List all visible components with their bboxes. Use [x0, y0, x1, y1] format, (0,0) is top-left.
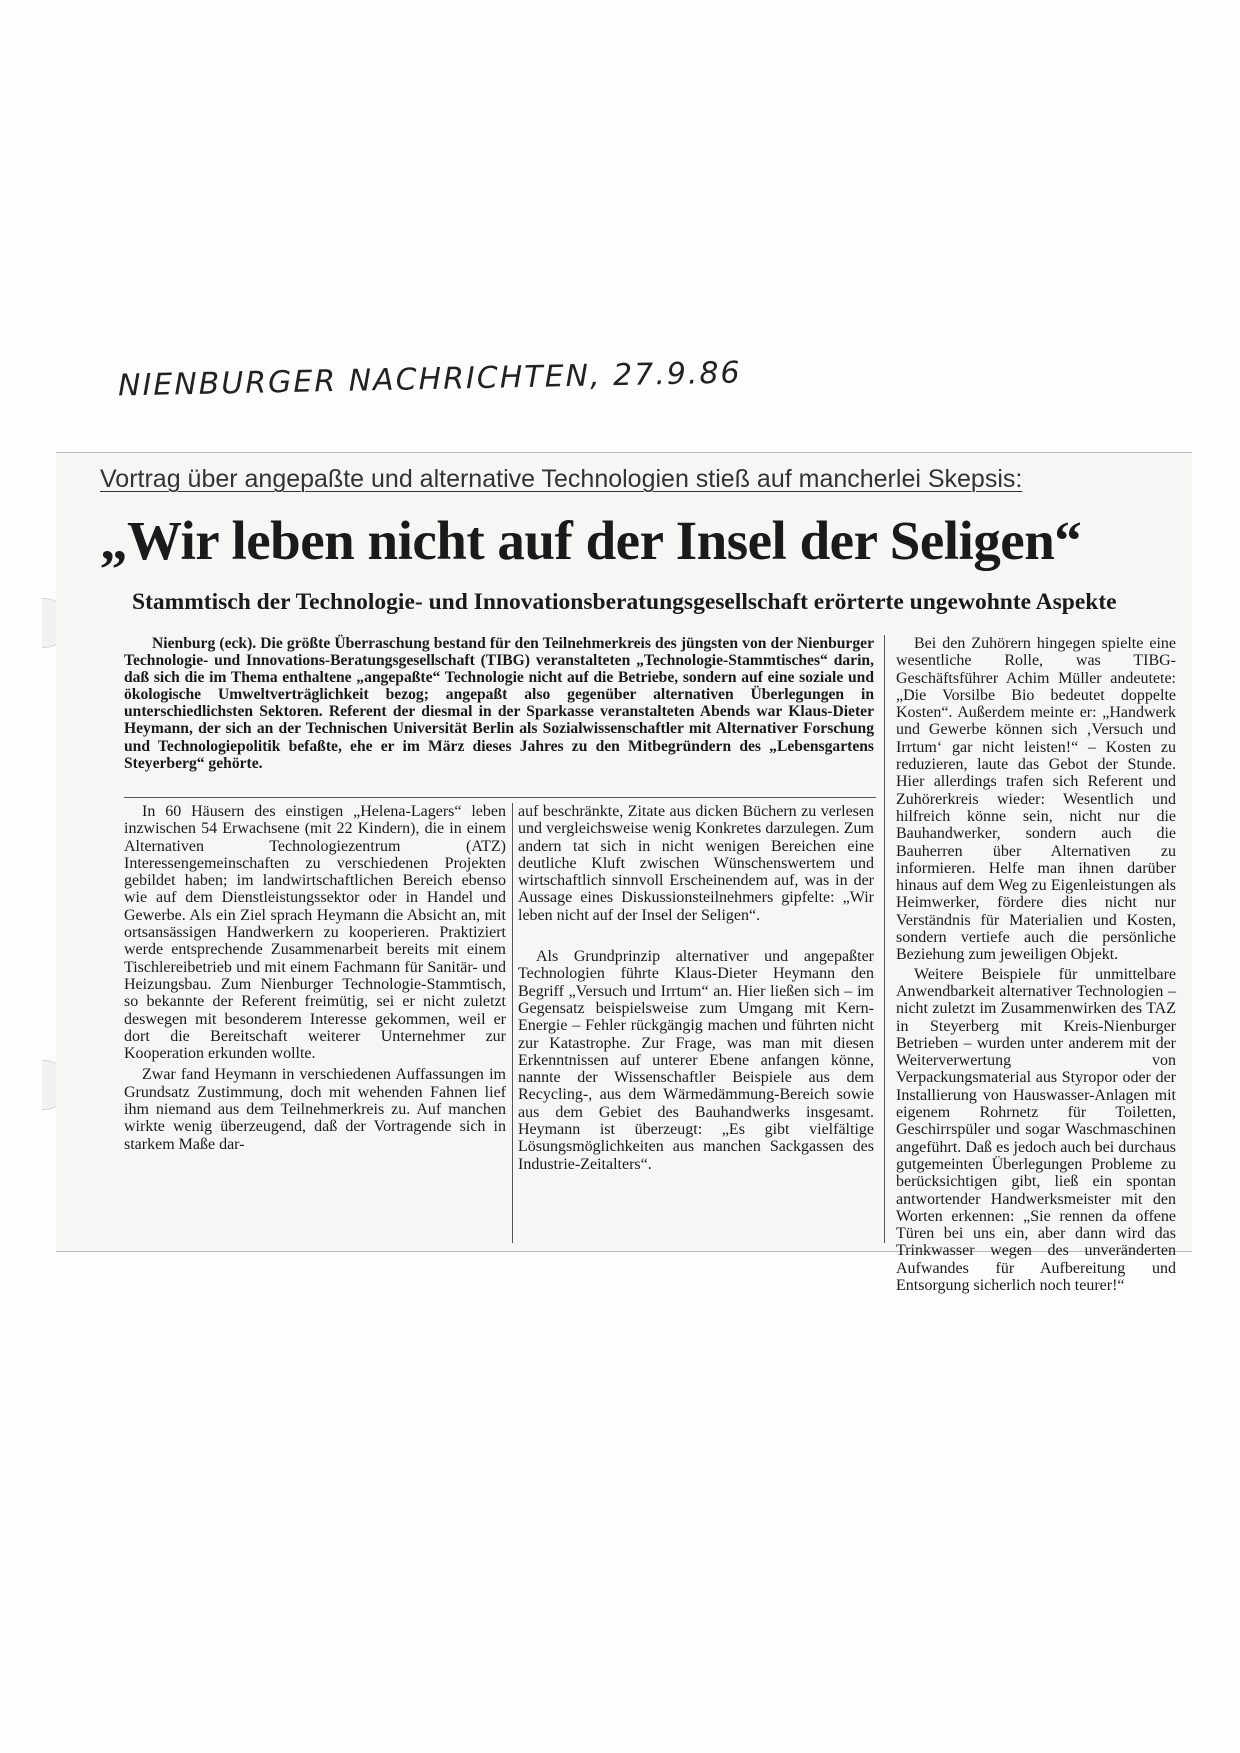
handwritten-source-note: NIENBURGER NACHRICHTEN, 27.9.86: [117, 355, 742, 404]
column-2-paragraph-1: auf beschränkte, Zitate aus dicken Büchern zu verlesen und vergleichsweise wenig Konkretes darzulegen. Zum andern tat sich in nicht wenigen Bereichen eine deutliche Kluft zwischen Wünschenswertem und wirtschaftlich sinnvoll Erscheinendem auf, was in der Aussage eines Diskussionsteilnehmers gipfelte: „Wir leben nicht auf der Insel der Seligen“.: [518, 803, 874, 924]
article-kicker: Vortrag über angepaßte und alternative Technologien stieß auf mancherlei Skepsis:: [100, 465, 1023, 493]
article-column-3: [896, 635, 1176, 1294]
column-2-paragraph-2: Als Grundprinzip alternativer und angepaßter Technologien führte Klaus-Dieter Heymann den Begriff „Versuch und Irrtum“ an. Hier ließen sich – im Gegensatz beispielsweise zum Umgang mit Kern-Energie – Fehler rückgängig machen und führten nicht zur Katastrophe. Zur Frage, was man mit diesen Erkenntnissen auf unterer Ebene anfangen könne, nannte der Wissenschaftler Beispiele aus dem Recycling-, aus dem Wärmedämmung-Bereich sowie aus dem Gebiet des Bauhandwerks insgesamt. Heymann ist überzeugt: „Es gibt vielfältige Lösungsmöglichkeiten aus manchen Sackgassen des Industrie-Zeitalters“.: [518, 948, 874, 1173]
article-subheadline: Stammtisch der Technologie- und Innovationsberatungsgesellschaft erörterte ungewohnte Aspekte: [132, 589, 1117, 615]
column-divider-2: [884, 635, 885, 1243]
article-headline: „Wir leben nicht auf der Insel der Seligen“: [100, 510, 1082, 571]
newspaper-clipping: [56, 452, 1192, 1294]
column-3-paragraph-1: Bei den Zuhörern hingegen spielte eine wesentliche Rolle, was TIBG-Geschäftsführer Achim Müller andeutete: „Die Vorsilbe Bio bedeutet doppelte Kosten“. Außerdem meinte er: „Handwerk und Gewerbe können sich ‚Versuch und Irrtum‘ gar nicht leisten!“ – Kosten zu reduzieren, laute das Gebot der Stunde. Hier allerdings trafen sich Referent und Zuhörerkreis wieder: Wesentlich und hilfreich könne sein, nicht nur die Bauhandwerker, sondern auch die Bauherren über Alternativen zu informieren. Helfe man ihnen darüber hinaus auf dem Weg zu Eigenleistungen als Heimwerker, fördere dies nicht nur Verständnis für Materialien und Kosten, sondern vertiefe auch die persönliche Beziehung zum jeweiligen Objekt.: [896, 635, 1176, 964]
lead-divider: [124, 797, 876, 798]
article-column-2: [518, 803, 874, 1173]
article-column-1: [124, 803, 506, 1153]
column-divider-1: [512, 803, 513, 1243]
column-3-paragraph-2: Weitere Beispiele für unmittelbare Anwendbarkeit alternativer Technologien – nicht zuletzt im Zusammenwirken des TAZ in Steyerberg mit Kreis-Nienburger Betrieben – wurden unter anderem mit der Weiterverwertung von Verpackungsmaterial aus Styropor oder der Installierung von Hauswasser-Anlagen mit eigenem Rohrnetz für Toiletten, Geschirrspüler und sogar Waschmaschinen angeführt. Daß es jedoch auch bei durchaus gutgemeinten Überlegungen Probleme zu berücksichtigen gibt, ließ ein spontan antwortender Handwerksmeister mit den Worten erkennen: „Sie rennen da offene Türen bei uns ein, aber dann wird das Trinkwasser wegen des unveränderten Aufwandes für Aufbereitung und Entsorgung sicherlich noch teurer!“: [896, 965, 1176, 1294]
column-1-paragraph-2: Zwar fand Heymann in verschiedenen Auffassungen im Grundsatz Zustimmung, doch mit wehenden Fahnen lief ihm niemand aus dem Teilnehmerkreis zu. Auf manchen wirkte wenig überzeugend, daß der Vortragende sich in starkem Maße dar-: [124, 1066, 506, 1153]
column-1-paragraph-1: In 60 Häusern des einstigen „Helena-Lagers“ leben inzwischen 54 Erwachsene (mit 22 Kindern), die in einem Alternativen Technologiezentrum (ATZ) Interessengemeinschaften zu verschiedenen Projekten gebildet haben; im landwirtschaftlichen Bereich ebenso wie auf dem Dienstleistungssektor oder in Handel und Gewerbe. Als ein Ziel sprach Heymann die Absicht an, mit ortsansässigen Handwerkern zu kooperieren. Praktiziert werde entsprechende Zusammenarbeit bereits mit einem Tischlereibetrieb und mit einem Fachmann für Sanitär- und Heizungsbau. Zum Nienburger Technologie-Stammtisch, so bekannte der Referent freimütig, sei er nicht zuletzt deswegen mit besonderem Interesse gekommen, weil er dort die Bereitschaft weiterer Unternehmer zur Kooperation erkunden wollte.: [124, 803, 506, 1063]
article-lead: Nienburg (eck). Die größte Überraschung bestand für den Teilnehmerkreis des jüngsten von der Nienburger Technologie- und Innovations-Beratungsgesellschaft (TIBG) veranstalteten „Technologie-Stammtisches“ darin, daß sich die im Thema enthaltene „angepaßte“ Technologie nicht auf die Betriebe, sondern auf eine soziale und ökologische Umweltverträglichkeit bezog; angepaßt also gegenüber alternativen Überlegungen in unterschiedlichsten Sektoren. Referent der diesmal in der Sparkasse veranstalteten Abends war Klaus-Dieter Heymann, der sich an der Technischen Universität Berlin als Sozialwissenschaftler mit Alternativer Forschung und Technologiepolitik befaßte, ehe er im März dieses Jahres zu den Mitbegründern des „Lebensgartens Steyerberg“ gehörte.: [124, 635, 874, 772]
